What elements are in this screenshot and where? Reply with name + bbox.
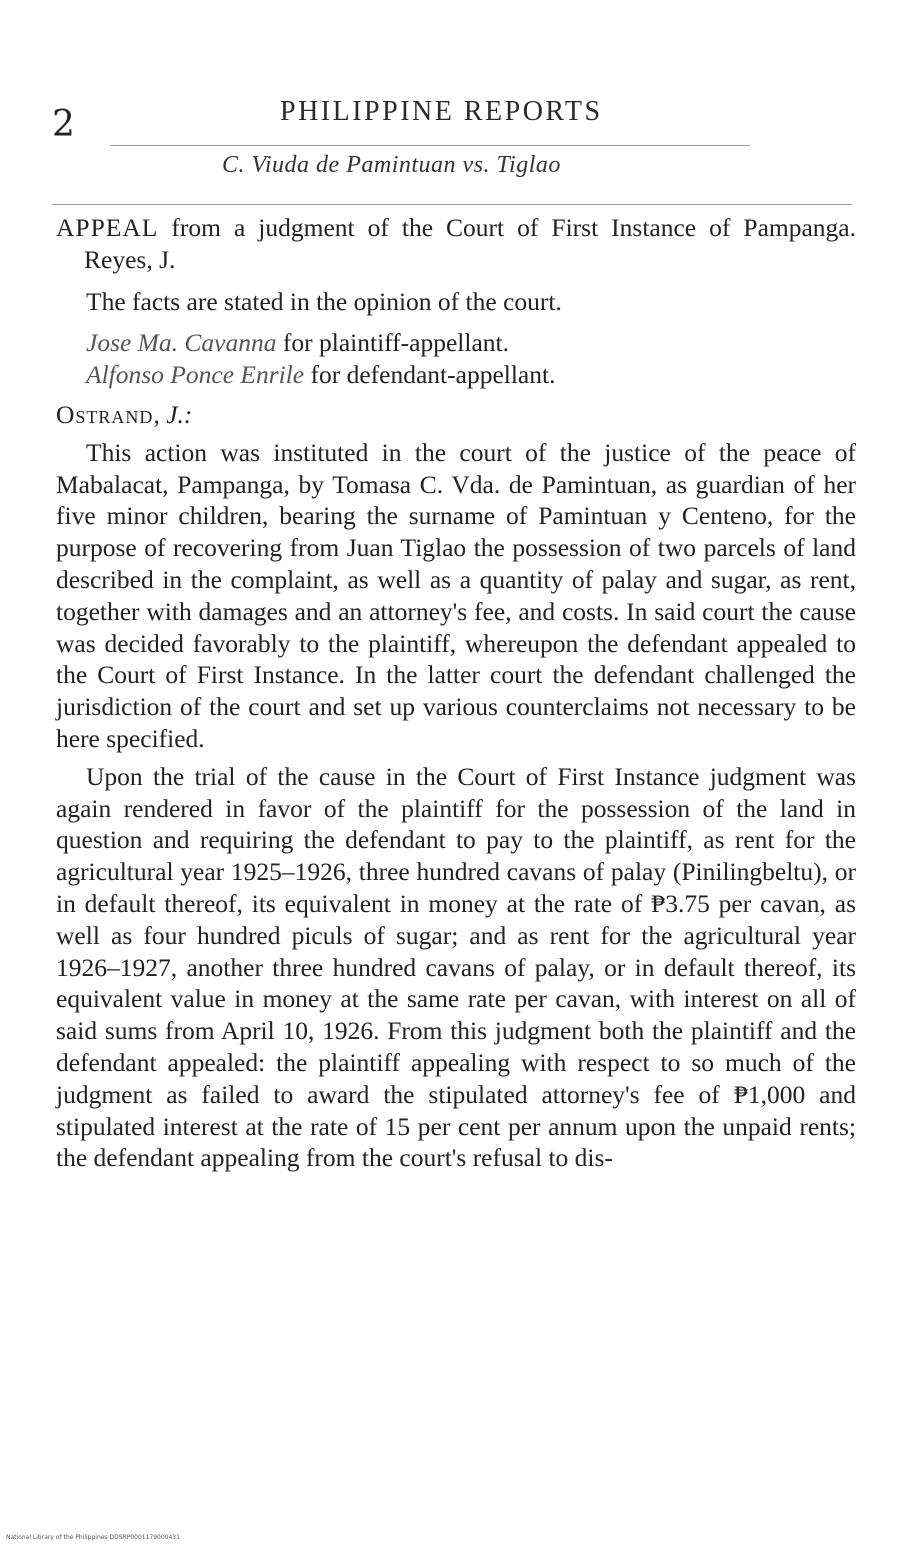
author-name: Ostrand (56, 399, 154, 429)
author-suffix: , J.: (153, 399, 193, 429)
counsel-line-defendant (86, 359, 856, 391)
trial-judge: Reyes, J. (84, 244, 176, 274)
page-number: 2 (52, 104, 75, 145)
opinion-author (56, 399, 856, 431)
appeal-text: from a judgment of the Court of First Instance of Pampanga. (158, 213, 856, 242)
archive-stamp: National Library of the Philippines DDSRP0001179000431 (6, 1534, 180, 1541)
header-rule-bottom (52, 204, 852, 205)
case-title: C. Viuda de Pamintuan vs. Tiglao (222, 152, 561, 178)
appeal-syllabus (56, 212, 856, 276)
opinion-paragraph-2: Upon the trial of the cause in the Court of First Instance judgment was again rendered in favor of the plaintiff for the possession of the land in question and requiring the defendant to pay to the plaintiff, as rent for the agricultural year 1925–1926, three hundred cavans of palay (Pinilingbeltu), or in default thereof, its equivalent in money at the rate of ₱3.75 per cavan, as well as four hundred piculs of sugar; and as rent for the agricultural year 1926–1927, another three hundred cavans of palay, or in default thereof, its equivalent value in money at the same rate per cavan, with interest on all of said sums from April 10, 1926. From this judgment both the plaintiff and the defendant appealed: the plaintiff appealing with respect to so much of the judgment as failed to award the stipulated attorney's fee of ₱1,000 and stipulated interest at the rate of 15 per cent per annum upon the unpaid rents; the defendant appealing from the court's refusal to dis- (56, 761, 856, 1173)
counsel-name: Jose Ma. Cavanna (86, 328, 277, 358)
counsel-role: for defendant-appellant. (304, 360, 556, 390)
counsel-name: Alfonso Ponce Enrile (86, 360, 305, 390)
counsel-line-plaintiff (86, 327, 856, 359)
facts-statement: The facts are stated in the opinion of the court. (86, 286, 562, 316)
counsel-role: for plaintiff-appellant. (276, 328, 510, 358)
running-head: PHILIPPINE REPORTS (280, 96, 603, 127)
header-rule-top (110, 145, 750, 146)
document-body (56, 212, 856, 1174)
counsel-block (56, 327, 856, 391)
appeal-lead: APPEAL (56, 213, 159, 242)
opinion-paragraph-1: This action was instituted in the court of the justice of the peace of Mabalacat, Pampanga, by Tomasa C. Vda. de Pamintuan, as guardian of her five minor children, bearing the surname of Pamintuan y Centeno, for the purpose of recovering from Juan Tiglao the possession of two parcels of land described in the complaint, as well as a quantity of palay and sugar, as rent, together with damages and an attorney's fee, and costs. In said court the cause was decided favorably to the plaintiff, whereupon the defendant appealed to the Court of First Instance. In the latter court the defendant challenged the jurisdiction of the court and set up various counterclaims not necessary to be here specified. (56, 437, 856, 753)
